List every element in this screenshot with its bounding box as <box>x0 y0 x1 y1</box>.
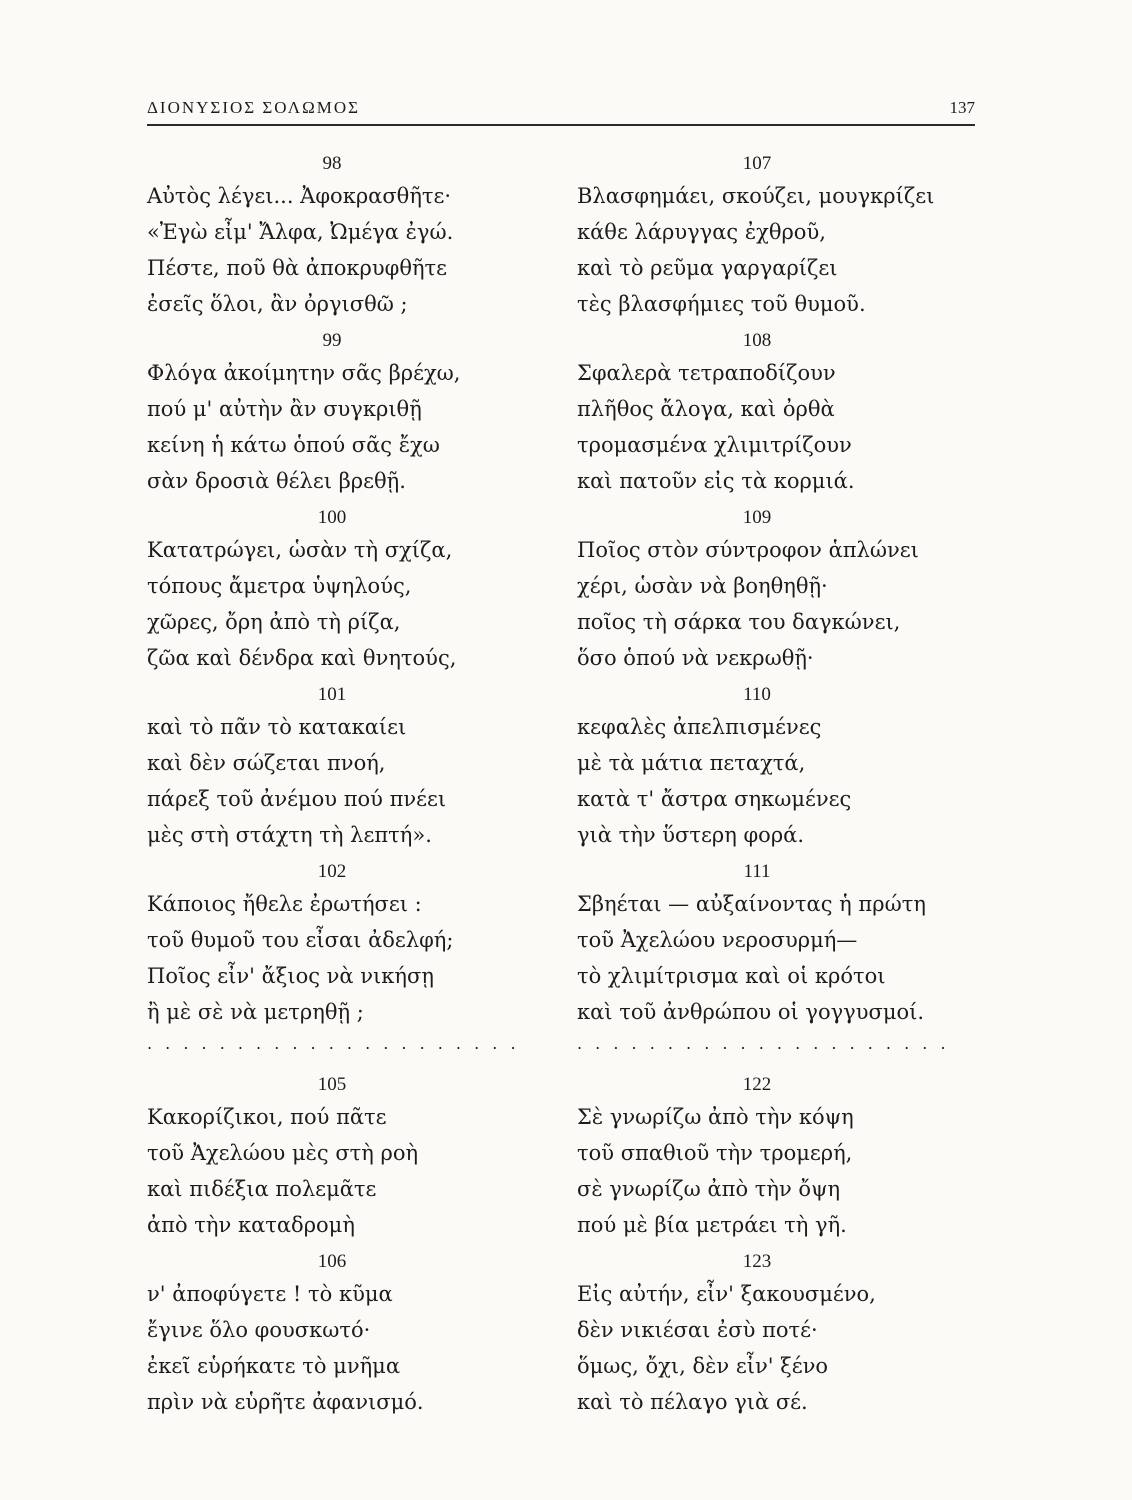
verse-line: Κατατρώγει, ὡσὰν τὴ σχίζα, <box>147 538 453 562</box>
stanza-number: 107 <box>742 153 772 174</box>
verse-line: ἐκεῖ εὑρήκατε τὸ μνῆμα <box>147 1354 400 1378</box>
stanza-number: 111 <box>743 861 771 882</box>
verse-line: Σφαλερὰ τετραποδίζουν <box>577 361 836 385</box>
verse-line: ἀπὸ τὴν καταδρομὴ <box>147 1213 355 1237</box>
verse-line: ἢ μὲ σὲ νὰ μετρηθῇ ; <box>147 1000 364 1024</box>
verse-line: Ποῖος στὸν σύντροφον ἁπλώνει <box>577 538 919 562</box>
right-column <box>577 150 957 1420</box>
stanza-110 <box>577 681 957 853</box>
stanza-111 <box>577 858 957 1030</box>
verse-line: ζῶα καὶ δένδρα καὶ θνητούς, <box>147 646 457 670</box>
verse-line: τοῦ Ἀχελώου νεροσυρμή— <box>577 928 858 952</box>
verse-line: πάρεξ τοῦ ἀνέμου πού πνέει <box>147 787 447 811</box>
verse-line: καὶ δὲν σώζεται πνοή, <box>147 751 386 775</box>
verse-line: σὰν δροσιὰ θέλει βρεθῇ. <box>147 469 406 493</box>
verse-line: Βλασφημάει, σκούζει, μουγκρίζει <box>577 184 935 208</box>
stanza-105 <box>147 1071 527 1243</box>
verse-line: πού μ' αὐτὴν ἂν συγκριθῇ <box>147 397 422 421</box>
stanza-number: 105 <box>317 1074 347 1095</box>
verse-line: τρομασμένα χλιμιτρίζουν <box>577 433 852 457</box>
stanza-number: 98 <box>322 153 342 174</box>
stanza-123 <box>577 1248 957 1420</box>
verse-line: Αὐτὸς λέγει... Ἀφοκρασθῆτε· <box>147 184 452 208</box>
stanza-number: 100 <box>317 507 347 528</box>
stanza-number: 109 <box>742 507 772 528</box>
verse-line: γιὰ τὴν ὕστερη φορά. <box>577 823 805 847</box>
verse-line: καὶ τὸ ρεῦμα γαργαρίζει <box>577 256 838 280</box>
stanza-98 <box>147 150 527 322</box>
verse-line: πλῆθος ἄλογα, καὶ ὀρθὰ <box>577 397 835 421</box>
verse-line: ποῖος τὴ σάρκα του δαγκώνει, <box>577 610 901 634</box>
verse-line: Σβηέται — αὐξαίνοντας ἡ πρώτη <box>577 892 926 916</box>
verse-line: ὅμως, ὄχι, δὲν εἶν' ξένο <box>577 1354 829 1378</box>
verse-line: ἔγινε ὅλο φουσκωτό· <box>147 1318 371 1342</box>
stanza-number: 122 <box>742 1074 772 1095</box>
verse-line: καὶ πιδέξια πολεμᾶτε <box>147 1177 377 1201</box>
stanza-101 <box>147 681 527 853</box>
stanza-number: 108 <box>742 330 772 351</box>
running-header <box>147 88 975 126</box>
omission-dots: . . . . . . . . . . . . . . . . . . . . . <box>577 1034 950 1053</box>
verse-line: καὶ πατοῦν εἰς τὰ κορμιά. <box>577 469 855 493</box>
verse-line: καὶ τοῦ ἀνθρώπου οἱ γογγυσμοί. <box>577 1000 925 1024</box>
verse-line: μὲ τὰ μάτια πεταχτά, <box>577 751 806 775</box>
verse-line: Πέστε, ποῦ θὰ ἀποκρυφθῆτε <box>147 256 448 280</box>
stanza-number: 99 <box>322 330 342 351</box>
verse-line: τὸ χλιμίτρισμα καὶ οἱ κρότοι <box>577 964 886 988</box>
stanza-99 <box>147 327 527 499</box>
verse-line: τοῦ θυμοῦ του εἶσαι ἀδελφή; <box>147 928 454 952</box>
left-column <box>147 150 527 1420</box>
verse-line: τοῦ σπαθιοῦ τὴν τρομερή, <box>577 1141 853 1165</box>
verse-line: Κακορίζικοι, πού πᾶτε <box>147 1105 387 1129</box>
verse-line: Σὲ γνωρίζω ἀπὸ τὴν κόψη <box>577 1105 854 1129</box>
verse-line: πού μὲ βία μετράει τὴ γῆ. <box>577 1213 847 1237</box>
verse-line: τοῦ Ἀχελώου μὲς στὴ ροὴ <box>147 1141 419 1165</box>
stanza-109 <box>577 504 957 676</box>
stanza-number: 101 <box>317 684 347 705</box>
header-title: ΔΙΟΝΥΣΙΟΣ ΣΟΛΩΜΟΣ <box>147 98 361 117</box>
verse-line: μὲς στὴ στάχτη τὴ λεπτή». <box>147 823 432 847</box>
stanza-102 <box>147 858 527 1030</box>
verse-line: «Ἐγὼ εἶμ' Ἄλφα, Ὠμέγα ἐγώ. <box>147 220 454 244</box>
page-number: 137 <box>949 98 975 117</box>
verse-line: Φλόγα ἀκοίμητην σᾶς βρέχω, <box>147 361 461 385</box>
stanza-number: 123 <box>742 1251 772 1272</box>
verse-line: χῶρες, ὄρη ἀπὸ τὴ ρίζα, <box>147 610 401 634</box>
verse-line: κατὰ τ' ἄστρα σηκωμένες <box>577 787 852 811</box>
stanza-107 <box>577 150 957 322</box>
verse-line: ἐσεῖς ὅλοι, ἂν ὀργισθῶ ; <box>147 292 408 316</box>
verse-line: τόπους ἄμετρα ὑψηλούς, <box>147 574 412 598</box>
verse-line: ὅσο ὁπού νὰ νεκρωθῇ· <box>577 646 814 670</box>
verse-line: σὲ γνωρίζω ἀπὸ τὴν ὄψη <box>577 1177 841 1201</box>
stanza-number: 102 <box>317 861 347 882</box>
verse-line: Εἰς αὐτήν, εἶν' ξακουσμένο, <box>577 1282 876 1306</box>
stanza-108 <box>577 327 957 499</box>
verse-line: κείνη ἡ κάτω ὁπού σᾶς ἔχω <box>147 433 440 457</box>
stanza-100 <box>147 504 527 676</box>
verse-line: πρὶν νὰ εὑρῆτε ἀφανισμό. <box>147 1390 424 1414</box>
verse-line: δὲν νικιέσαι ἐσὺ ποτέ· <box>577 1318 818 1342</box>
verse-line: χέρι, ὡσὰν νὰ βοηθηθῇ· <box>577 574 828 598</box>
omission-dots: . . . . . . . . . . . . . . . . . . . . . <box>147 1034 520 1053</box>
stanza-number: 110 <box>743 684 771 705</box>
stanza-number: 106 <box>317 1251 347 1272</box>
verse-line: ν' ἀποφύγετε ! τὸ κῦμα <box>147 1282 393 1306</box>
verse-line: κάθε λάρυγγας ἐχθροῦ, <box>577 220 826 244</box>
verse-line: καὶ τὸ πέλαγο γιὰ σέ. <box>577 1390 808 1414</box>
verse-line: Κάποιος ἤθελε ἐρωτήσει : <box>147 892 422 916</box>
stanza-122 <box>577 1071 957 1243</box>
verse-line: κεφαλὲς ἀπελπισμένες <box>577 715 822 739</box>
verse-line: καὶ τὸ πᾶν τὸ κατακαίει <box>147 715 407 739</box>
verse-line: τὲς βλασφήμιες τοῦ θυμοῦ. <box>577 292 866 316</box>
stanza-106 <box>147 1248 527 1420</box>
verse-line: Ποῖος εἶν' ἄξιος νὰ νικήσῃ <box>147 964 434 988</box>
